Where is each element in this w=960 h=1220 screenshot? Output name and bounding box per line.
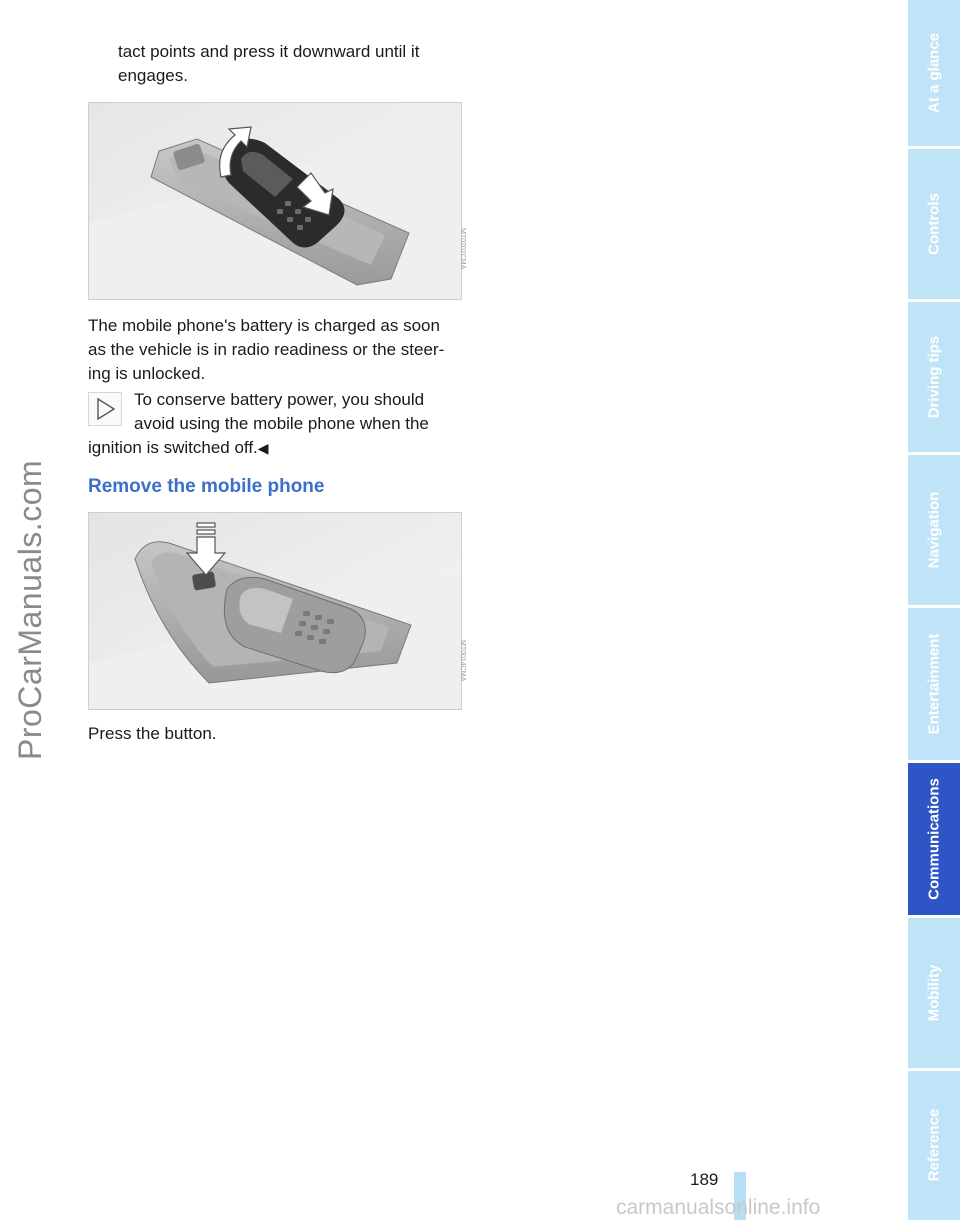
tab-label: Reference xyxy=(925,1108,943,1182)
tab-driving-tips[interactable] xyxy=(908,302,960,452)
note-line-1: To conserve battery power, you should xyxy=(134,390,425,409)
paragraph-1-line-1: tact points and press it downward until it xyxy=(118,42,420,61)
tab-controls[interactable] xyxy=(908,149,960,299)
page-number: 189 xyxy=(690,1170,719,1189)
note-line-2: avoid using the mobile phone when the xyxy=(134,414,429,433)
tab-mobility[interactable] xyxy=(908,918,960,1068)
tab-label: Controls xyxy=(925,193,943,255)
figure-insert-phone-illustration xyxy=(89,103,461,299)
paragraph-1-line-2: engages. xyxy=(118,66,188,85)
tab-label: At a glance xyxy=(925,32,943,114)
paragraph-2-line-2: as the vehicle is in radio readiness or the steer- xyxy=(88,340,445,359)
figure-1-code: MT0202CMA xyxy=(459,228,466,270)
play-triangle-icon xyxy=(88,392,122,426)
tab-navigation[interactable] xyxy=(908,455,960,605)
tab-communications[interactable] xyxy=(908,763,960,915)
tab-label: Mobility xyxy=(925,964,943,1022)
note-line-3: ignition is switched off.◀ xyxy=(88,438,269,457)
section-heading: Remove the mobile phone xyxy=(88,476,325,497)
chapter-tabs xyxy=(908,0,960,1220)
tab-entertainment[interactable] xyxy=(908,608,960,760)
site-watermark-bottom: carmanualsonline.info xyxy=(616,1196,821,1219)
tab-label: Navigation xyxy=(925,491,943,569)
figure-remove-phone xyxy=(88,512,462,710)
figure-remove-phone-illustration xyxy=(89,513,461,709)
end-mark-icon: ◀ xyxy=(257,440,269,456)
tab-label: Communications xyxy=(925,778,943,900)
paragraph-2-line-3: ing is unlocked. xyxy=(88,364,206,383)
figure-insert-phone xyxy=(88,102,462,300)
tab-at-a-glance[interactable] xyxy=(908,0,960,146)
tab-reference[interactable] xyxy=(908,1071,960,1220)
watermark-text: ProCarManuals.com xyxy=(12,459,48,760)
site-watermark-left xyxy=(12,459,48,760)
figure-2-code: MT0014CMA xyxy=(459,640,466,682)
paragraph-2-line-1: The mobile phone's battery is charged as soon xyxy=(88,316,440,335)
tab-label: Entertainment xyxy=(925,633,943,735)
paragraph-3: Press the button. xyxy=(88,724,217,743)
tab-label: Driving tips xyxy=(925,335,943,419)
